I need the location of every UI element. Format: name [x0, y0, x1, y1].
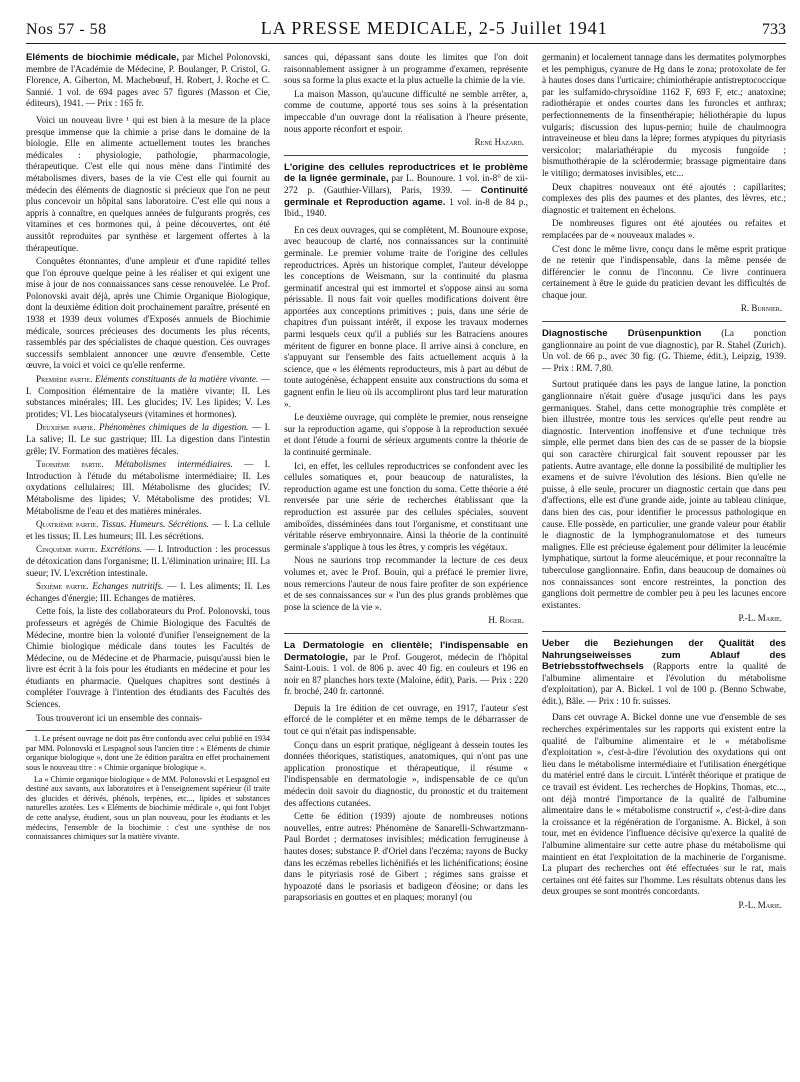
- part-body: — I. La salive; II. Le suc gastrique; III. La digestion dans l'intestin grêle; IV. Formation des matières fécales.: [26, 422, 270, 456]
- review-drusenpunktion: [542, 328, 786, 374]
- part-title: Excrétions.: [100, 544, 143, 555]
- review-meta: par le Prof. Gougerot, médecin de l'hôpital Saint-Louis. 1 vol. de 806 p. avec 40 fig. en couleurs et 196 en noir en 87 planches hors texte (Maloine, édit), Paris. — Prix : 220 fr. broché, 240 fr. cartonné.: [284, 651, 528, 697]
- signature: P.-L. Marie.: [738, 613, 782, 624]
- signature: H. Roger.: [488, 615, 524, 626]
- paragraph: En ces deux ouvrages, qui se complètent, M. Bounoure expose, avec beaucoup de clarté, nos connaissances sur la continuité germinale. Le premier volume traite de l'origine des cellules reproductrices. Après un historique complet, l'auteur développe les conceptions de Weismann, sur la continuité du plasma germinatif ancestral qui est immortel et s'oppose ainsi au soma périssable. Il nous fait voir quelles modifications doivent être apportées aux conceptions primitives ; puis, dans une série de chapitres d'un puissant intérêt, il expose les travaux modernes parmi lesquels ceux qu'il a publiés sur les Batraciens anoures méritent de figurer en bonne place. Il arrive ainsi à conclure, en s'appuyant sur l'ensemble des faits actuellement acquis à la science, que « les éléments reproducteurs, mis à part au début de toute autogénèse, échappent ensuite aux constructions du soma et gagnent enfin le lieu où ils accompliront plus tard leur maturation ».: [284, 224, 528, 409]
- divider: [542, 321, 786, 322]
- part-name: Quatrième partie.: [36, 519, 99, 530]
- part-item: [26, 519, 270, 542]
- review-title: Eléments de biochimie médicale,: [26, 52, 180, 63]
- divider: [284, 633, 528, 634]
- paragraph: C'est donc le même livre, conçu dans le même esprit pratique de ne retenir que l'indispensable, dans la même pensée de différencier le connu de l'inconnu. Ce livre continuera certainement à être le guide du praticien devant les difficultés de chaque jour.: [542, 243, 786, 300]
- part-body: — I. Les aliments; II. Les échanges d'énergie; III. Echanges de matières.: [26, 581, 270, 603]
- footnotes: [26, 730, 270, 842]
- part-item: [26, 544, 270, 579]
- journal-title: LA PRESSE MEDICALE, 2-5 Juillet 1941: [260, 18, 608, 38]
- divider: [284, 155, 528, 156]
- footnote: 1. Le présent ouvrage ne doit pas être confondu avec celui publié en 1934 par MM. Polonovski et Lespagnol sous l'ancien titre : « Eléments de chimie organique biologique », dont une 2e édition paraîtra en effet prochainement sous le nouveau titre : « Chimie organique biologique ».: [26, 734, 270, 773]
- part-body: — I. Composition élémentaire de la matière vivante; II. Les substances minérales; III. Les glucides; IV. Les lipides; V. Les protides; VI. Les biocatalyseurs (vitamines et hormones).: [26, 374, 270, 419]
- paragraph: germanin) et localement tannage dans les dermatites polymorphes et les pemphigus, cyanure de Hg dans le zona; protoxolate de fer à hautes doses dans l'urticaire; chimiothérapie antistreptococcique par les sulfamido-chrysoïdine 1162 F, 693 F, etc.; anatoxine; radiothérapie et ondes courtes dans les furoncles et anthrax; perfectionnements de la finsenthérapie; héliothérapie du lupus vulgaris; discussion des lupus-pernio; huile de chaulmoogra intraveineuse et bleu dans la lèpre; formes atypiques du pityriasis versicolor; malariathérapie du mycosis fungoïde ; bismuthothérapie de la sclérodermie; brassage pigmentaire dans le vitiligo; dermatoses invisibles, etc...: [542, 52, 786, 178]
- part-title: Eléments constituants de la matière vivante.: [94, 374, 259, 385]
- paragraph: De nombreuses figures ont été ajoutées ou refaites et remplacées par de « nouveaux malades ».: [542, 218, 786, 240]
- part-name: Première partie.: [36, 374, 93, 385]
- paragraph: sances qui, dépassant sans doute les limites que l'on doit raisonnablement assigner à un programme d'examen, représente sous sa forme la plus exacte et la plus actuelle la chimie de la vie.: [284, 52, 528, 86]
- review-nahrungseiweiss: [542, 638, 786, 708]
- review-title: Ueber die Beziehungen der Qualität des Nahrungseiweisses zum Ablauf des Betriebsstoffwechsels: [542, 637, 786, 673]
- part-name: Troisième partie.: [36, 459, 104, 470]
- part-body: — I. Introduction : les processus de détoxication dans l'organisme; II. L'élimination urinaire; III. La sueur; IV. L'excrétion intestinale.: [26, 544, 270, 578]
- issue-number: Nos 57 - 58: [26, 21, 107, 38]
- part-title: Tissus. Humeurs. Sécrétions.: [101, 519, 209, 530]
- footnote: La « Chimie organique biologique » de MM. Polonovski et Lespagnol est destiné aux savants, aux laboratoires et à l'enseignement supérieur (il traite des glucides et dérivés, phénols, terpènes, etc..., lipides et substances naturelles azotées. Les « Eléments de biochimie médicale », qui font l'objet de cette analyse, étudient, sous un plan nouveau, pour les étudiants et les médecins, l'ensemble de la biochimie : c'est une synthèse de nos connaissances chimiques sur la matière vivante.: [26, 774, 270, 842]
- part-item: [26, 374, 270, 420]
- review-meta: 1 vol. in-8 de 84 p., Ibid., 1940.: [284, 196, 528, 219]
- review-dermatologie: [284, 640, 528, 698]
- page-number: 733: [762, 21, 786, 38]
- review-meta: par Michel Polonovski, membre de l'Académie de Médecine, P. Boulanger, P. Cristol, G. Florence, A. Giberton, M. Machebœuf, H. Robert, J. Roche et C. Sannié. 1 vol. de 694 pages avec 57 figures (Masson et Cie, éditeurs), 1941. — Prix : 165 fr.: [26, 52, 270, 109]
- review-title: Continuité germinale et Reproduction agame.: [284, 184, 528, 208]
- part-title: Phénomènes chimiques de la digestion.: [99, 422, 249, 433]
- part-item: [26, 422, 270, 457]
- part-title: Echanges nutritifs.: [92, 581, 164, 592]
- paragraph: La maison Masson, qu'aucune difficulté ne semble arrêter, a, comme de coutume, apporté tous ses soins à la présentation impeccable d'un ouvrage dont la réalisation à l'heure présente, nous apporte réconfort et espoir.: [284, 88, 528, 134]
- review-title: La Dermatologie en clientèle; l'indispensable en Dermatologie,: [284, 639, 528, 663]
- review-biochimie: [26, 52, 270, 110]
- part-item: [26, 581, 270, 604]
- paragraph: Cette fois, la liste des collaborateurs du Prof. Polonovski, tous professeurs et agrégés de Chimie Biologique des Facultés de Médecine, montre bien la volonté d'unifier l'enseignement de la Chimie biologique médicale dans toutes les Facultés de Médecine, ou de Médecine et de Pharmacie, puisqu'aussi bien le livre est écrit à la fois pour les étudiants en médecine et pour les étudiants en pharmacie. Quelques chapitres sont destinés à compléter l'ouvrage à l'intention des étudiants des Facultés des Sciences.: [26, 606, 270, 710]
- paragraph: Ici, en effet, les cellules reproductrices se confondent avec les cellules somatiques et, pour beaucoup de naturalistes, la reproduction agame est une fonction du soma. Cette théorie a été renversée par une série de recherches établissant que la reproduction est assurée par des cellules spéciales, souvent amiboïdes, disséminées dans tout l'organisme, et constituant une véritable réserve embryonnaire. Ainsi la théorie de la continuité germinale s'applique à tous les êtres, y compris les végétaux.: [284, 460, 528, 552]
- paragraph: Conquêtes étonnantes, d'une ampleur et d'une rapidité telles que l'on éprouve quelque peine à les réaliser et qui exigent une mise à jour de nos connaissances sans cesse renouvelée. Le Prof. Polonovski avait déjà, après une Chimie Organique Biologique, dont la deuxième édition doit prochainement paraître, présenté en 1938 et 1939 deux volumes d'Exposés annuels de Biochimie médicale, sources précieuses des documents les plus récents, rassemblés par des spécialistes de chaque question. Ces ouvrages successifs semblaient annoncer une œuvre d'ensemble. Cette œuvre, la voici et voici ce qu'elle renferme.: [26, 256, 270, 371]
- part-name: Deuxième partie.: [36, 422, 96, 433]
- part-item: [26, 459, 270, 517]
- part-name: Cinquième partie.: [36, 544, 98, 555]
- review-title: L'origine des cellules reproductrices et le problème de la lignée germinale,: [284, 161, 528, 185]
- column-1: [26, 52, 270, 918]
- part-body: — I. Introduction à l'étude du métabolisme intermédiaire; II. Les oxydations cellulaires; III. Métabolisme des glucides; IV. Métabolisme des lipides; V. Métabolisme des protides; VI. Métabolisme de l'eau et des matières minérales.: [26, 459, 270, 516]
- paragraph: Cette 6e édition (1939) ajoute de nombreuses notions nouvelles, entre autres: Phénomène de Sanarelli-Schwartzmann-Paul Bordet ; dermatoses invisibles; médication ferrugineuse à hautes doses; substance P. d'Oriel dans l'eczéma; rayons de Bucky dans les eczémas rebelles lichénifiés et les lichénifications; éosine dans le pityriasis rosé de Gibert ; régimes sans graisse et hypoazoté dans le psoriasis et badigeon d'éosine; or dans les parapsoriasis en gouttes et en plaques; moranyl (ou: [284, 811, 528, 903]
- signature: R. Burnier.: [740, 303, 782, 314]
- paragraph: Conçu dans un esprit pratique, négligeant à dessein toutes les données théoriques, statistiques, anatomiques, qui n'ont pas une application pronostique et thérapeutique, il résume « l'indispensable en dermatologie », indispensable de ce qu'un médecin doit savoir du diagnostic, du pronostic et du traitement des affections cutanées.: [284, 739, 528, 808]
- signature: P.-L. Marie.: [738, 899, 782, 910]
- review-lignee-germinale: [284, 162, 528, 220]
- column-3: [542, 52, 786, 918]
- page-header: [26, 18, 786, 44]
- part-name: Sixième partie.: [36, 581, 89, 592]
- paragraph: Le deuxième ouvrage, qui complète le premier, nous renseigne sur la reproduction agame, qui s'oppose à la reproduction sexuée et dont l'étude a fourni de sérieux arguments contre la théorie de la continuité germinale.: [284, 412, 528, 457]
- divider: [542, 631, 786, 632]
- part-body: — I. La cellule et les tissus; II. Les humeurs; III. Les sécrétions.: [26, 519, 270, 541]
- review-meta: (La ponction ganglionnaire au point de vue diagnostic), par R. Stahel (Zurich). Un vol. de 66 p., avec 30 fig. (G. Thieme, édit.), Leipzig, 1939. — Prix : RM. 7,80.: [542, 328, 786, 373]
- paragraph: Nous ne saurions trop recommander la lecture de ces deux volumes et, avec le Prof. Bouin, qui a préfacé le premier livre, nous remercions l'auteur de nous faire profiter de son expérience et de ses connaissances sur « l'un des plus grands problèmes que pose la science de la vie ».: [284, 555, 528, 612]
- signature: René Hazard.: [474, 137, 524, 148]
- paragraph: Surtout pratiquée dans les pays de langue latine, la ponction ganglionnaire n'était guère d'usage jusqu'ici dans les pays germaniques. Stahel, dans cette monographie très complète et bien illustrée, montre tous les services qu'elle peut rendre au diagnostic. Intervention inoffensive et d'une technique très simple, elle permet dans bien des cas de se passer de la biopsie qui son caractère chirurgical fait souvent repousser par les patients. Autre avantage, elle donne la possibilité de multiplier les examens et de suivre l'évolution des lésions. Bien qu'elle ne puisse, à elle seule, procurer un diagnostic certain que dans peu d'affections, elle est d'une grande aide, jointe au tableau clinique, dans bien des cas, pour identifier le processus pathologique en cause. Elle possède, en particulier, une grande valeur pour établir le diagnostic de la lymphogranulomatose et des tumeurs malignes. Elle est précieuse également pour délimiter la leucémie lymphatique, surtout la forme aleucémique, et pour reconnaître la tuberculose ganglionnaire. Enfin, dans beaucoup de domaines où nos connaissances sont encore restreintes, la ponction des ganglions doit permettre de combler peu à peu les lacunes encore existantes.: [542, 379, 786, 610]
- review-meta: par L. Bounoure. 1 vol. in-8° de xii-272 p. (Gauthier-Villars), Paris, 1939. —: [284, 173, 528, 195]
- review-title: Diagnostische Drüsenpunktion: [542, 328, 702, 340]
- part-title: Métabolismes intermédiaires.: [114, 459, 233, 470]
- paragraph: Depuis la 1re édition de cet ouvrage, en 1917, l'auteur s'est efforcé de le compléter et en même temps de le débarrasser de tout ce qui n'était pas indispensable.: [284, 702, 528, 737]
- paragraph: Dans cet ouvrage A. Bickel donne une vue d'ensemble de ses recherches expérimentales sur les rapports qui existent entre la qualité de l'albumine alimentaire et le « métabolisme d'exploitation », c'est-à-dire l'évolution des oxydations qui ont lieu dans le métabolisme intermédiaire et l'utilisation énergétique du matériel entré dans le circuit. L'intérêt théorique et pratique de ce travail est évident. Les recherches de Hopkins, Thomas, etc..., ont déjà montré l'importance de la qualité de l'albumine alimentaire dans le « métabolisme constructif », c'est-à-dire dans la croissance et la régénération de l'organisme. A. Bickel, à son tour, met en évidence l'influence décisive qu'exerce la qualité de l'albumine alimentaire sur cette autre phase du métabolisme qui maintient en état l'exploitation de la machinerie de l'organisme. La plupart des recherches ont été effectuées sur le rat, mais certaines ont été faites sur l'homme. Les résultats obtenus dans les deux groupes se sont montrés concordants.: [542, 712, 786, 897]
- paragraph: Deux chapitres nouveaux ont été ajoutés : capillarites; complexes des plis des paumes et des plantes, des lèvres, etc.; diagnostic et traitement en échelons.: [542, 181, 786, 215]
- paragraph: Tous trouveront ici un ensemble des connais-: [36, 712, 203, 723]
- columns: [26, 52, 786, 918]
- column-2: [284, 52, 528, 918]
- review-meta: (Rapports entre la qualité de l'albumine alimentaire et l'évolution du métabolisme d'exploitation), par A. Bickel. 1 vol de 100 p. (Benno Schwabe, édit.), Bâle. — Prix : 10 fr. suisses.: [542, 661, 786, 706]
- paragraph: Voici un nouveau livre ¹ qui est bien à la mesure de la place presque immense que la chimie a prise dans le domaine de la biologie. Elle en alimente actuellement toutes les branches médicales : physiologie, pathologie, pharmacologie, thérapeutique. C'est elle qui nous mène dans l'intimité des métabolismes divers, bases de la vie C'est elle qui fournit au médecin des éléments de diagnostic si précieux que l'on ne peut plus concevoir un hôpital sans laboratoire. C'est elle qui nous a appris à connaître, en quelques années de fulgurants progrès, ces vitamines et ces hormones qui, à peine découvertes, ont été aussitôt reproduites par synthèse et largement offertes à la thérapeutique.: [26, 114, 270, 253]
